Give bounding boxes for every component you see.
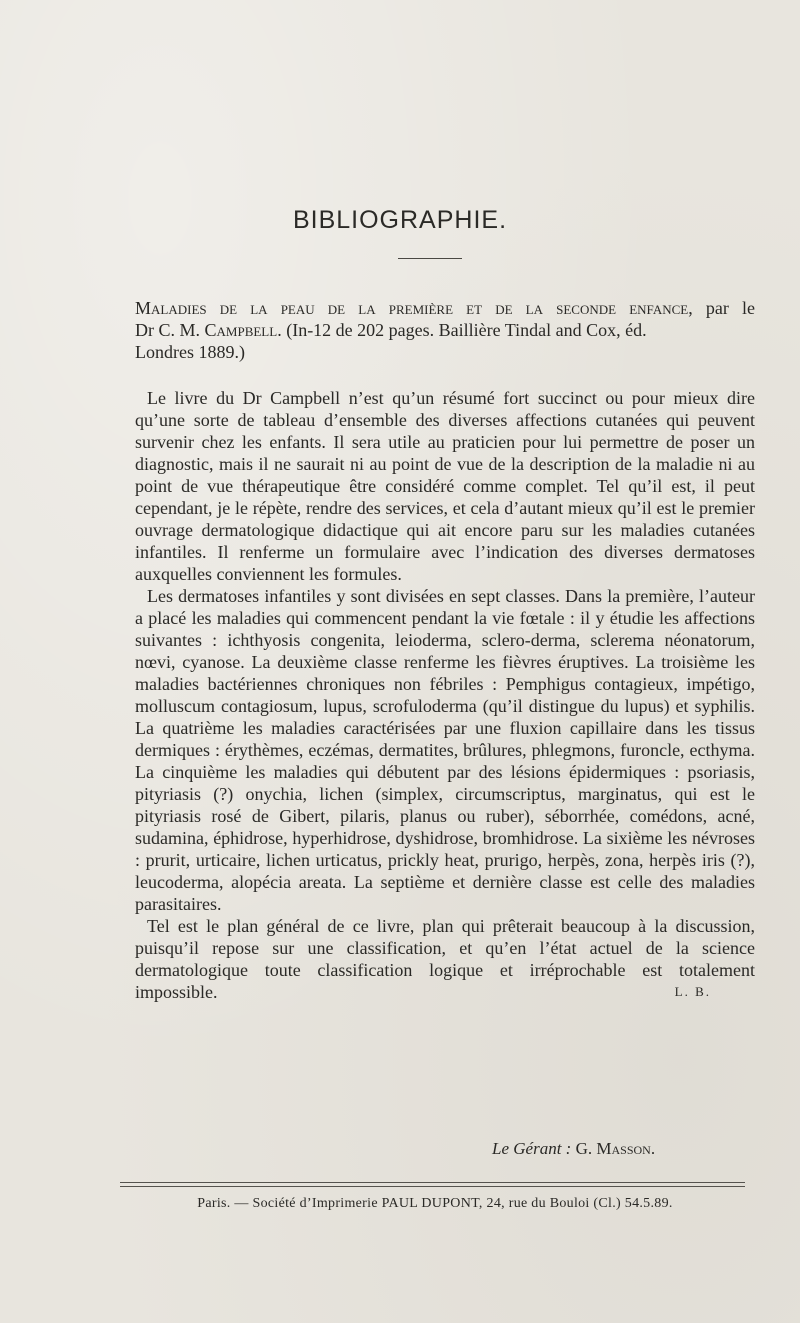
manager-label: Le Gérant :	[492, 1139, 572, 1158]
manager-end: .	[650, 1139, 656, 1158]
manager-name: Masson	[596, 1139, 651, 1158]
review-body	[135, 387, 755, 1003]
printer-imprint: Paris. — Société d’Imprimerie PAUL DUPONT, 24, rue du Bouloi (Cl.) 54.5.89.	[197, 1196, 673, 1211]
review-paragraph-2: Les dermatoses infantiles y sont divisées en sept classes. Dans la première, l’auteur a placé les maladies qui commencent pendant la vie fœtale : il y étudie les affections suivantes : ichthyosis congenita, leioderma, sclero-derma, sclerema néonatorum, nœvi, cyanose. La deuxième classe renferme les fièvres éruptives. La troisième les maladies bactériennes chroniques non fébriles : Pemphigus contagieux, impétigo, molluscum contagiosum, lupus, scrofuloderma (qu’il distingue du lupus) et syphilis. La quatrième les maladies caractérisées par une fluxion capillaire dans les tissus dermiques : érythèmes, eczémas, dermatites, brûlures, phlegmons, furoncle, ecthyma. La cinquième les maladies qui débutent par des lésions épidermiques : psoriasis, pityriasis (?) onychia, lichen (simplex, circumscriptus, marginatus, qui est le pityriasis rosé de Gibert, pilaris, planus ou ruber), séborrhée, comédons, acné, sudamina, éphidrose, hyperhidrose, dyshidrose, bromhidrose. La sixième les névroses : prurit, urticaire, lichen urticatus, prickly heat, prurigo, herpès, zona, herpès iris (?), leucoderma, alopécia areata. La septième et dernière classe est celle des maladies parasitaires.	[135, 586, 755, 914]
manager-initial: G.	[571, 1139, 597, 1158]
book-reference	[135, 297, 755, 363]
author-initials: C. M.	[154, 320, 205, 340]
book-title: Maladies de la peau de la première et de la seconde enfance,	[135, 298, 693, 318]
author-name: Campbell	[204, 320, 278, 340]
review-paragraph-1: Le livre du Dr Campbell n’est qu’un résumé fort succinct ou pour mieux dire qu’une sorte de tableau d’ensemble des diverses affections cutanées qui peuvent survenir chez les enfants. Il sera utile au praticien pour lui permettre de poser un diagnostic, mais il ne saurait ni au point de vue de la description de la maladie ni au point de vue thérapeutique être considéré comme complet. Tel qu’il est, il peut cependant, je le répète, rendre des services, et cela d’autant mieux qu’il est le premier ouvrage dermatologique didactique qui ait encore paru sur les maladies cutanées infantiles. Il renferme un formulaire avec l’indication des diverses dermatoses auxquelles conviennent les formules.	[135, 388, 755, 584]
review-paragraph-3	[135, 915, 755, 1003]
footer-rule-bottom	[120, 1186, 745, 1187]
publisher-manager-line	[492, 1139, 655, 1159]
book-reference-line-1	[135, 297, 755, 319]
book-reference-line-2	[135, 320, 647, 340]
title-divider	[398, 258, 462, 259]
footer-rule-top	[120, 1182, 745, 1183]
page-title: BIBLIOGRAPHIE.	[292, 206, 508, 234]
review-paragraph-3-text: Tel est le plan général de ce livre, plan qui prêterait beaucoup à la discussion, puisqu’il repose sur une classification, et qu’en l’état actuel de la science dermatologique toute classification logique et irréprochable est totalement impossible.	[135, 916, 755, 1002]
publication-place-year: Londres 1889.)	[135, 342, 245, 362]
publication-details: . (In-12 de 202 pages. Baillière Tindal and Cox, éd.	[277, 320, 647, 340]
author-title: Dr	[135, 320, 154, 340]
book-title-tail: par le	[692, 298, 755, 318]
review-signature: L. B.	[674, 984, 711, 999]
